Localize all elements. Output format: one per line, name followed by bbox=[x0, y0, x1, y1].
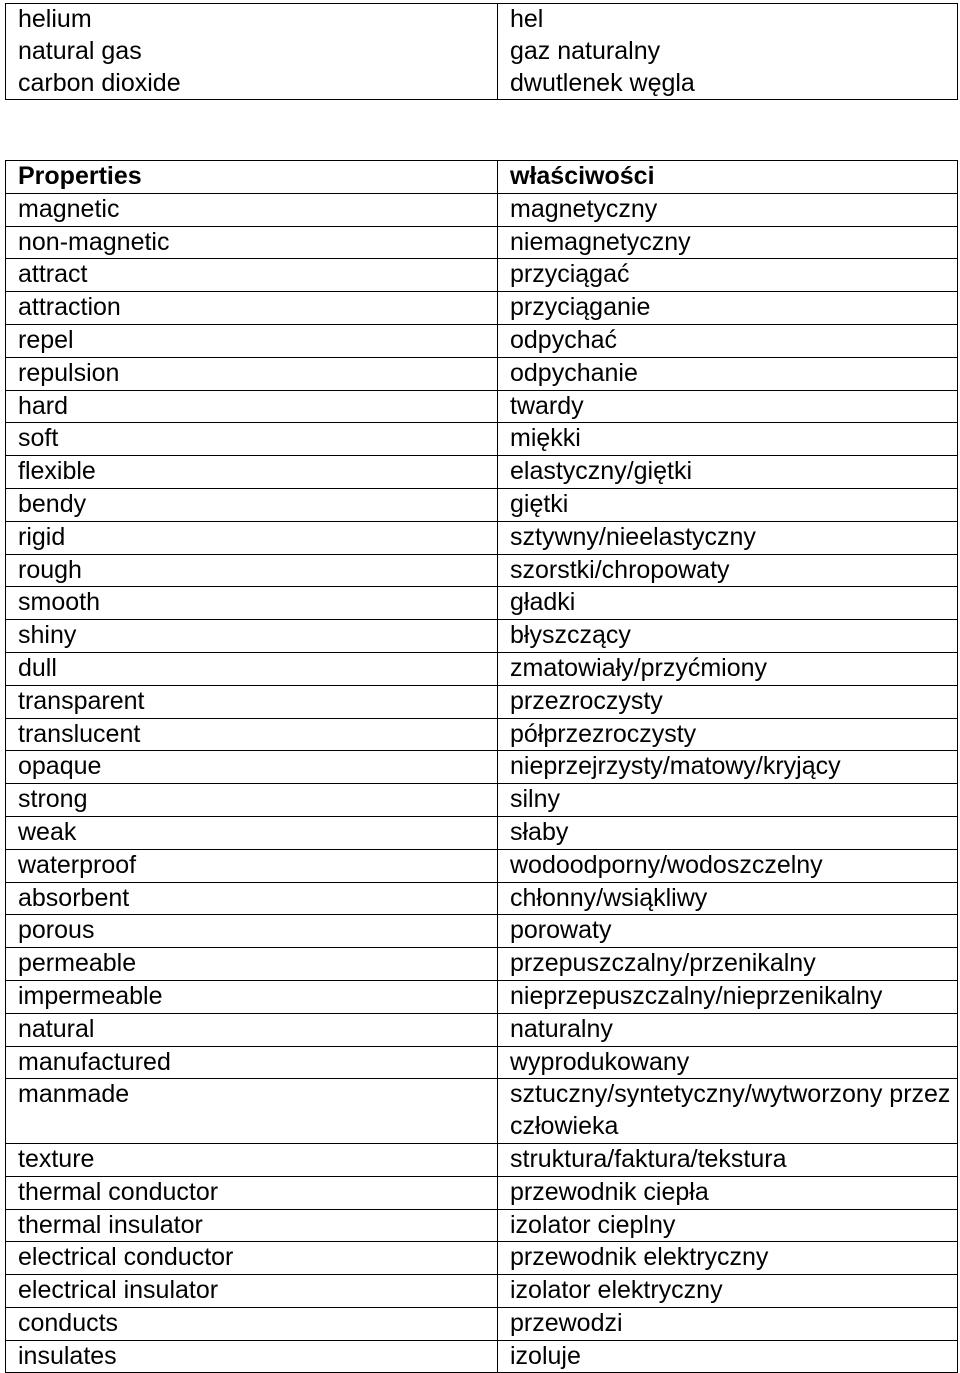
polish-translation-cell: chłonny/wsiąkliwy bbox=[498, 882, 958, 915]
table-row bbox=[6, 390, 958, 423]
table-row bbox=[6, 1242, 958, 1275]
polish-translation-cell: przewodnik elektryczny bbox=[498, 1242, 958, 1275]
english-term-cell: attract bbox=[6, 259, 498, 292]
table-row bbox=[6, 357, 958, 390]
polish-translation-cell: słaby bbox=[498, 816, 958, 849]
english-term-cell: electrical insulator bbox=[6, 1275, 498, 1308]
polish-translation-cell: sztywny/nieelastyczny bbox=[498, 521, 958, 554]
polish-translation-cell: przyciągać bbox=[498, 259, 958, 292]
english-term-cell: attraction bbox=[6, 292, 498, 325]
table-header-row bbox=[6, 161, 958, 194]
table-row bbox=[6, 1046, 958, 1079]
table-row bbox=[6, 423, 958, 456]
english-term-cell: thermal insulator bbox=[6, 1209, 498, 1242]
english-term-cell: repel bbox=[6, 324, 498, 357]
table-row bbox=[6, 488, 958, 521]
table-row bbox=[6, 226, 958, 259]
polish-translation-cell: nieprzejrzysty/matowy/kryjący bbox=[498, 751, 958, 784]
polish-translation-cell: przewodnik ciepła bbox=[498, 1176, 958, 1209]
english-term-cell: rough bbox=[6, 554, 498, 587]
english-term-cell: non-magnetic bbox=[6, 226, 498, 259]
polish-translation-cell: przepuszczalny/przenikalny bbox=[498, 948, 958, 981]
table-row bbox=[6, 784, 958, 817]
table-row bbox=[6, 685, 958, 718]
polish-translation-cell: porowaty bbox=[498, 915, 958, 948]
polish-translation-cell: hel gaz naturalny dwutlenek węgla bbox=[498, 4, 958, 100]
table-row bbox=[6, 1307, 958, 1340]
english-term-cell: absorbent bbox=[6, 882, 498, 915]
table-row bbox=[6, 259, 958, 292]
table-row bbox=[6, 1143, 958, 1176]
polish-translation-cell: odpychanie bbox=[498, 357, 958, 390]
table-row bbox=[6, 1079, 958, 1144]
english-term-cell: thermal conductor bbox=[6, 1176, 498, 1209]
polish-translation-cell: elastyczny/giętki bbox=[498, 456, 958, 489]
english-term-cell: electrical conductor bbox=[6, 1242, 498, 1275]
table-row bbox=[6, 1340, 958, 1373]
polish-translation-cell: silny bbox=[498, 784, 958, 817]
english-term-cell: manmade bbox=[6, 1079, 498, 1144]
polish-translation-cell: odpychać bbox=[498, 324, 958, 357]
table-row bbox=[6, 1176, 958, 1209]
table-row bbox=[6, 980, 958, 1013]
english-term-cell: dull bbox=[6, 652, 498, 685]
polish-translation-cell: izolator elektryczny bbox=[498, 1275, 958, 1308]
polish-translation-cell: szorstki/chropowaty bbox=[498, 554, 958, 587]
table-row bbox=[6, 1209, 958, 1242]
table-row bbox=[6, 292, 958, 325]
polish-translation-cell: sztuczny/syntetyczny/wytworzony przez człowieka bbox=[498, 1079, 958, 1144]
properties-vocabulary-table bbox=[5, 160, 958, 1373]
polish-translation-cell: magnetyczny bbox=[498, 193, 958, 226]
english-term-cell: magnetic bbox=[6, 193, 498, 226]
polish-translation-cell: wodoodporny/wodoszczelny bbox=[498, 849, 958, 882]
table-row bbox=[6, 816, 958, 849]
english-term-cell: smooth bbox=[6, 587, 498, 620]
english-term-cell: soft bbox=[6, 423, 498, 456]
polish-translation-cell: gładki bbox=[498, 587, 958, 620]
english-term-cell: transparent bbox=[6, 685, 498, 718]
english-term-cell: conducts bbox=[6, 1307, 498, 1340]
polish-translation-cell: naturalny bbox=[498, 1013, 958, 1046]
english-term-cell: flexible bbox=[6, 456, 498, 489]
polish-translation-cell: struktura/faktura/tekstura bbox=[498, 1143, 958, 1176]
polish-translation-cell: niemagnetyczny bbox=[498, 226, 958, 259]
table-row bbox=[6, 620, 958, 653]
table-row bbox=[6, 587, 958, 620]
polish-translation-cell: giętki bbox=[498, 488, 958, 521]
english-term-cell: permeable bbox=[6, 948, 498, 981]
polish-translation-cell: twardy bbox=[498, 390, 958, 423]
gases-vocabulary-table bbox=[5, 3, 958, 100]
english-term-cell: natural bbox=[6, 1013, 498, 1046]
english-term-cell: texture bbox=[6, 1143, 498, 1176]
english-term-cell: weak bbox=[6, 816, 498, 849]
polish-translation-cell: błyszczący bbox=[498, 620, 958, 653]
english-term-cell: shiny bbox=[6, 620, 498, 653]
table-row bbox=[6, 948, 958, 981]
english-term-cell: impermeable bbox=[6, 980, 498, 1013]
polish-translation-cell: izoluje bbox=[498, 1340, 958, 1373]
table-row bbox=[6, 1013, 958, 1046]
table-row bbox=[6, 193, 958, 226]
table-row bbox=[6, 718, 958, 751]
english-term-cell: insulates bbox=[6, 1340, 498, 1373]
polish-translation-cell: nieprzepuszczalny/nieprzenikalny bbox=[498, 980, 958, 1013]
english-term-cell: porous bbox=[6, 915, 498, 948]
table-row bbox=[6, 849, 958, 882]
polish-translation-cell: miękki bbox=[498, 423, 958, 456]
table-row bbox=[6, 751, 958, 784]
polish-header-cell: właściwości bbox=[498, 161, 958, 194]
table-row bbox=[6, 4, 958, 100]
english-term-cell: translucent bbox=[6, 718, 498, 751]
polish-translation-cell: półprzezroczysty bbox=[498, 718, 958, 751]
table-row bbox=[6, 324, 958, 357]
english-term-cell: hard bbox=[6, 390, 498, 423]
table-row bbox=[6, 652, 958, 685]
english-term-cell: waterproof bbox=[6, 849, 498, 882]
polish-translation-cell: przezroczysty bbox=[498, 685, 958, 718]
polish-translation-cell: przewodzi bbox=[498, 1307, 958, 1340]
table-row bbox=[6, 554, 958, 587]
english-term-cell: rigid bbox=[6, 521, 498, 554]
english-term-cell: opaque bbox=[6, 751, 498, 784]
table-row bbox=[6, 521, 958, 554]
english-term-cell: manufactured bbox=[6, 1046, 498, 1079]
english-term-cell: strong bbox=[6, 784, 498, 817]
english-term-cell: bendy bbox=[6, 488, 498, 521]
polish-translation-cell: zmatowiały/przyćmiony bbox=[498, 652, 958, 685]
english-term-cell: repulsion bbox=[6, 357, 498, 390]
table-row bbox=[6, 456, 958, 489]
polish-translation-cell: przyciąganie bbox=[498, 292, 958, 325]
english-header-cell: Properties bbox=[6, 161, 498, 194]
polish-translation-cell: izolator cieplny bbox=[498, 1209, 958, 1242]
table-row bbox=[6, 882, 958, 915]
polish-translation-cell: wyprodukowany bbox=[498, 1046, 958, 1079]
table-row bbox=[6, 915, 958, 948]
english-term-cell: helium natural gas carbon dioxide bbox=[6, 4, 498, 100]
table-row bbox=[6, 1275, 958, 1308]
